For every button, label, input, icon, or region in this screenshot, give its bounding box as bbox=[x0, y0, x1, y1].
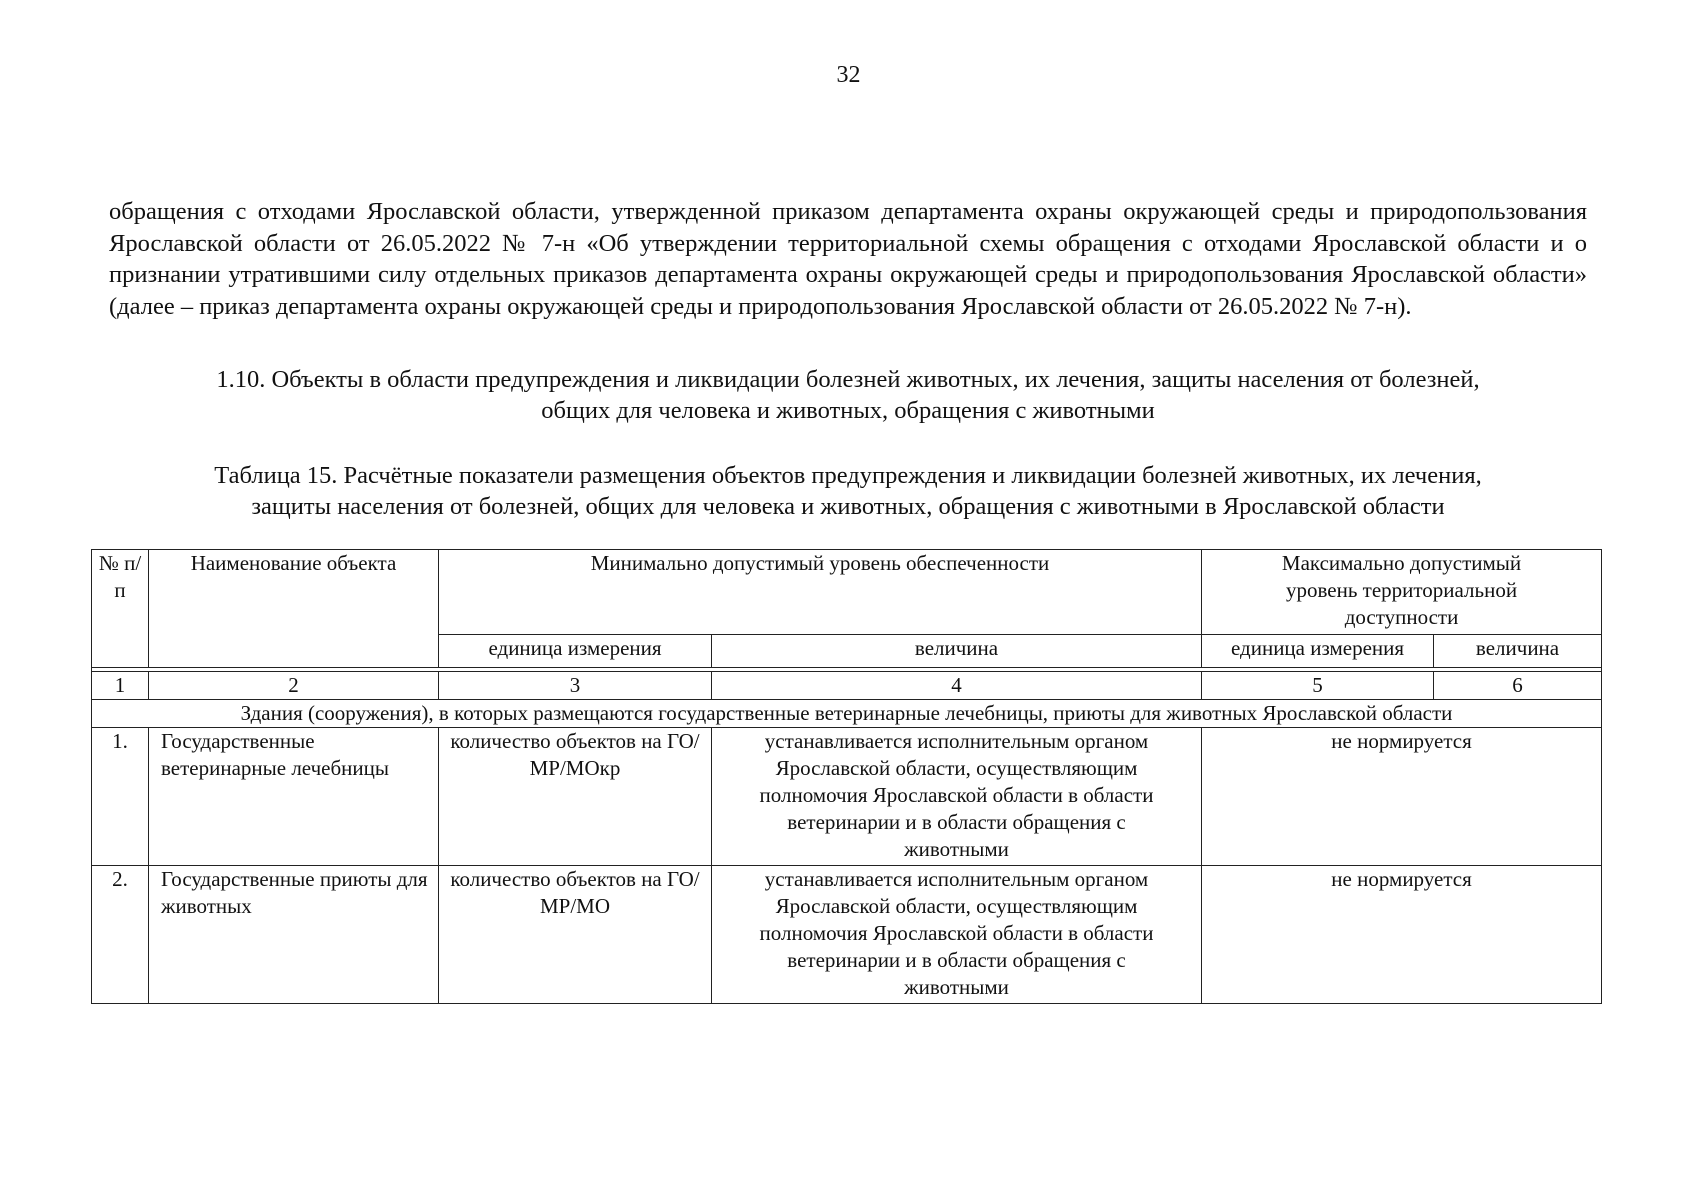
row-max-level: не нормируется bbox=[1202, 866, 1602, 1004]
column-number: 5 bbox=[1202, 672, 1434, 700]
column-number: 4 bbox=[712, 672, 1202, 700]
row-number: 2. bbox=[92, 866, 149, 1004]
section-heading: 1.10. Объекты в области предупреждения и ликвидации болезней животных, их лечения, защиты населения от болезней, общих для человека и животных, обращения с животными bbox=[216, 366, 1480, 424]
table-row bbox=[92, 728, 1602, 866]
intro-paragraph bbox=[109, 196, 1587, 322]
row-object-name: Государственные ветеринарные лечебницы bbox=[149, 728, 439, 866]
row-max-level: не нормируется bbox=[1202, 728, 1602, 866]
row-value: устанавливается исполнительным органом Ярославской области, осуществляющим полномочия Ярославской области в области ветеринарии и в области обращения с животными bbox=[712, 728, 1202, 866]
section-title: Здания (сооружения), в которых размещаются государственные ветеринарные лечебницы, приюты для животных Ярославской области bbox=[92, 700, 1602, 728]
row-value: устанавливается исполнительным органом Ярославской области, осуществляющим полномочия Ярославской области в области ветеринарии и в области обращения с животными bbox=[712, 866, 1202, 1004]
row-object-name: Государственные приюты для животных bbox=[149, 866, 439, 1004]
table-row bbox=[92, 866, 1602, 1004]
header-unit-access: единица измерения bbox=[1202, 635, 1434, 668]
section-row bbox=[92, 700, 1602, 728]
header-value: величина bbox=[712, 635, 1202, 668]
header-number: № п/п bbox=[92, 550, 149, 668]
column-number: 3 bbox=[439, 672, 712, 700]
table-header-row bbox=[92, 550, 1602, 635]
column-number: 6 bbox=[1434, 672, 1602, 700]
header-value-access: величина bbox=[1434, 635, 1602, 668]
header-min-level: Минимально допустимый уровень обеспеченности bbox=[439, 550, 1202, 635]
column-number: 1 bbox=[92, 672, 149, 700]
column-number: 2 bbox=[149, 672, 439, 700]
table-caption: Таблица 15. Расчётные показатели размещения объектов предупреждения и ликвидации болезней животных, их лечения, защиты населения от болезней, общих для человека и животных, обращения с животными в Ярославской области bbox=[214, 462, 1482, 520]
page-number: 32 bbox=[836, 62, 861, 88]
row-unit: количество объектов на ГО/МР/МО bbox=[439, 866, 712, 1004]
header-max-level: Максимально допустимый уровень территориальной доступности bbox=[1202, 550, 1602, 635]
intro-text: обращения с отходами Ярославской области, утвержденной приказом департамента охраны окружающей среды и природопользования Ярославской области от 26.05.2022 № 7-н «Об утверждении территориальной схемы обращения с отходами Ярославской области и о признании утратившими силу отдельных приказов департамента охраны окружающей среды и природопользования Ярославской области» (далее – приказ департамента охраны окружающей среды и природопользования Ярославской области от 26.05.2022 № 7-н). bbox=[109, 198, 1588, 320]
header-unit: единица измерения bbox=[439, 635, 712, 668]
header-object-name: Наименование объекта bbox=[149, 550, 439, 668]
indicators-table bbox=[91, 549, 1602, 1004]
column-numbers-row bbox=[92, 672, 1602, 700]
row-number: 1. bbox=[92, 728, 149, 866]
row-unit: количество объектов на ГО/МР/МОкр bbox=[439, 728, 712, 866]
